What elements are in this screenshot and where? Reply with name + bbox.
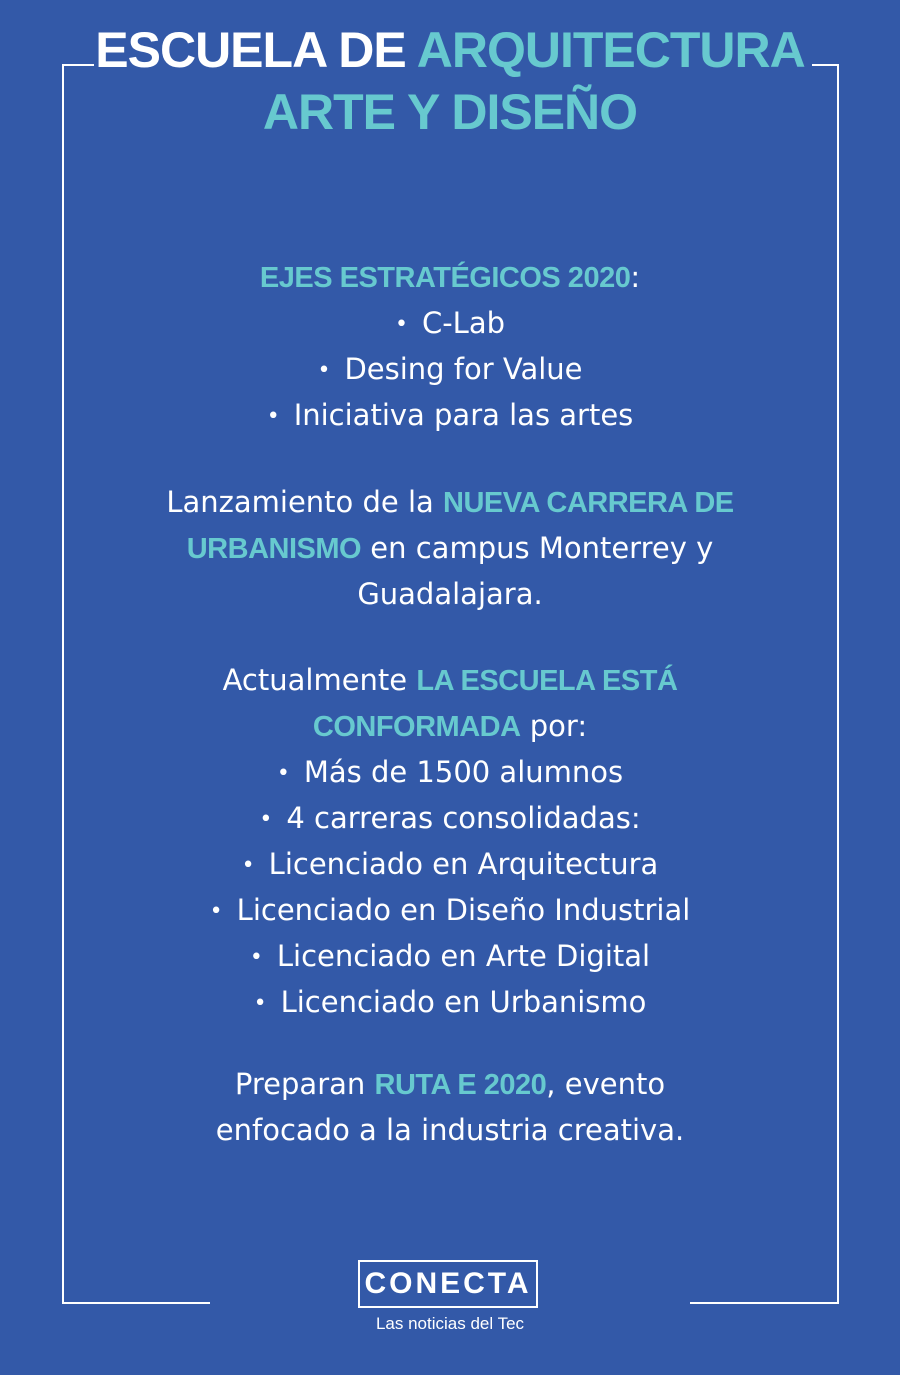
frame-bottom-right (690, 1302, 839, 1304)
ejes-heading-colon: : (630, 260, 641, 294)
bullet-icon: • (249, 945, 263, 970)
lanzamiento-text-after: en campus Monterrey y Guadalajara. (357, 531, 714, 611)
list-item: • Más de 1500 alumnos (60, 750, 840, 796)
list-item: • C-Lab (60, 301, 840, 347)
list-item: • Iniciativa para las artes (60, 393, 840, 439)
escuela-highlight: LA ESCUELA ESTÁ CONFORMADA (312, 665, 678, 743)
list-item: • Licenciado en Diseño Industrial (60, 888, 840, 934)
ejes-section (60, 255, 840, 439)
list-item: • Licenciado en Urbanismo (60, 980, 840, 1026)
bullet-icon: • (394, 312, 408, 337)
escuela-text-after: por: (529, 709, 588, 743)
title-line-1 (0, 20, 900, 80)
ruta-text-before: Preparan (234, 1067, 366, 1101)
bullet-icon: • (259, 807, 273, 832)
ejes-heading: EJES ESTRATÉGICOS 2020 (259, 262, 631, 294)
bullet-icon: • (266, 404, 280, 429)
escuela-list (60, 750, 840, 1026)
frame-bottom-left (62, 1302, 210, 1304)
lanzamiento-section (130, 480, 770, 617)
bullet-icon: • (317, 358, 331, 383)
logo-tagline: Las noticias del Tec (375, 1314, 525, 1333)
bullet-icon: • (276, 761, 290, 786)
bullet-icon: • (209, 899, 223, 924)
escuela-text-before: Actualmente (222, 663, 408, 697)
ruta-highlight: RUTA E 2020 (374, 1069, 547, 1101)
conecta-logo (358, 1260, 538, 1308)
escuela-section (60, 658, 840, 1026)
list-item: • Licenciado en Arquitectura (60, 842, 840, 888)
list-item: • Desing for Value (60, 347, 840, 393)
logo-name: CONECTA (364, 1267, 532, 1300)
title-line-2 (0, 82, 900, 142)
list-item: • 4 carreras consolidadas: (60, 796, 840, 842)
lanzamiento-text-before: Lanzamiento de la (166, 485, 434, 519)
title-art-design: ARTE Y DISEÑO (262, 84, 638, 140)
lanzamiento-highlight: NUEVA CARRERA DE URBANISMO (186, 487, 734, 565)
title-architecture: ARQUITECTURA (416, 22, 805, 78)
ruta-section (170, 1062, 730, 1153)
list-item: • Licenciado en Arte Digital (60, 934, 840, 980)
ejes-list (60, 301, 840, 439)
title-school: ESCUELA DE (95, 22, 406, 78)
ruta-text-after: , evento enfocado a la industria creativa. (215, 1067, 685, 1147)
bullet-icon: • (253, 991, 267, 1016)
bullet-icon: • (241, 853, 255, 878)
